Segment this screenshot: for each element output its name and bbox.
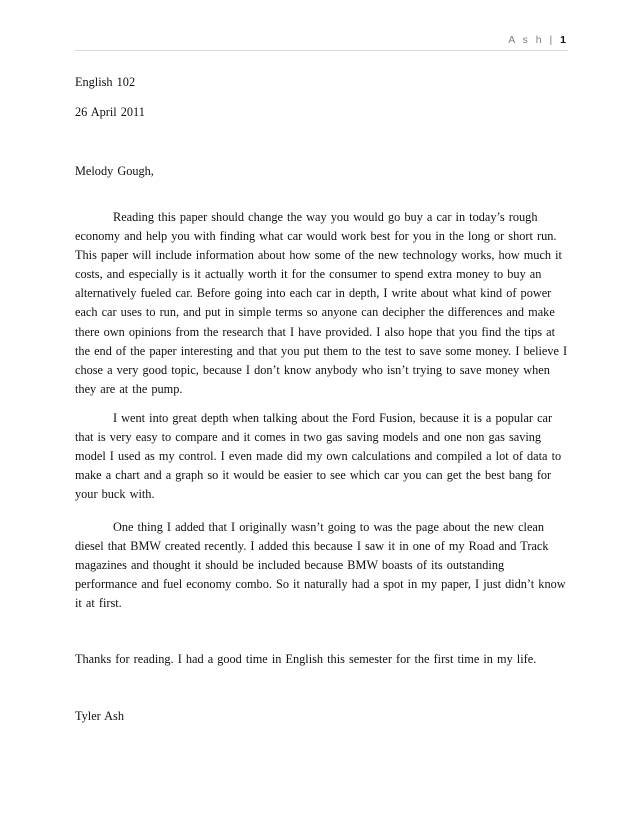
paragraph-line: chose a very good topic, because I don’t know anybody who isn’t trying to save money when	[75, 362, 550, 377]
paragraph-line: that is very easy to compare and it comes in two gas saving models and one non gas saving	[75, 430, 542, 445]
salutation: Melody Gough,	[75, 164, 154, 178]
paragraph-line: Reading this paper should change the way you would go buy a car in today’s rough	[113, 210, 538, 224]
header-separator: |	[544, 34, 561, 46]
header-author-name: A s h	[508, 34, 545, 46]
paragraph-line: I went into great depth when talking about the Ford Fusion, because it is a popular car	[113, 411, 553, 425]
paragraph-line: economy and help you with finding what car would work best for you in the long or short run.	[75, 229, 557, 244]
paragraph-line: performance and fuel economy combo. So it naturally had a spot in my paper, I just didn’t know	[75, 577, 566, 592]
paragraph-line: there own opinions from the research that I have provided. I also hope that you find the tips at	[75, 324, 556, 339]
paragraph-line: magazines and thought it should be included because BMW boasts of its outstanding	[75, 558, 505, 573]
header-page-number: 1	[560, 34, 566, 46]
paragraph-line: diesel that BMW created recently. I added this because I saw it in one of my Road and Track	[75, 539, 549, 554]
header-divider	[75, 50, 568, 51]
paragraph-line: make a chart and a graph so it would be easier to see which car you can get the best bang for	[75, 468, 552, 483]
paragraph-line: your buck with.	[75, 487, 155, 502]
body-paragraph-3	[75, 518, 575, 613]
paragraph-line: the end of the paper interesting and that you put them to the test to save some money. I believe I	[75, 343, 568, 358]
paragraph-line: each car uses to run, and put in simple terms so anyone can decipher the differences and make	[75, 305, 555, 320]
signature: Tyler Ash	[75, 709, 124, 723]
paragraph-line: costs, and especially is it actually worth it for the consumer to spend extra money to buy an	[75, 267, 542, 282]
paragraph-line: they are at the pump.	[75, 381, 183, 396]
body-paragraph-1	[75, 208, 575, 399]
course-line: English 102	[75, 75, 136, 89]
body-paragraph-2	[75, 409, 575, 504]
paragraph-line: it at first.	[75, 596, 122, 611]
closing-line: Thanks for reading. I had a good time in English this semester for the first time in my life.	[75, 652, 537, 666]
date-line: 26 April 2011	[75, 105, 145, 119]
page-header	[508, 34, 566, 46]
paragraph-line: model I used as my control. I even made did my own calculations and compiled a lot of data to	[75, 449, 562, 464]
paragraph-line: This paper will include information about how some of the new technology works, how much it	[75, 248, 562, 263]
paragraph-line: One thing I added that I originally wasn’t going to was the page about the new clean	[113, 520, 545, 534]
paragraph-line: alternatively fueled car. Before going into each car in depth, I write about what kind of power	[75, 286, 552, 301]
